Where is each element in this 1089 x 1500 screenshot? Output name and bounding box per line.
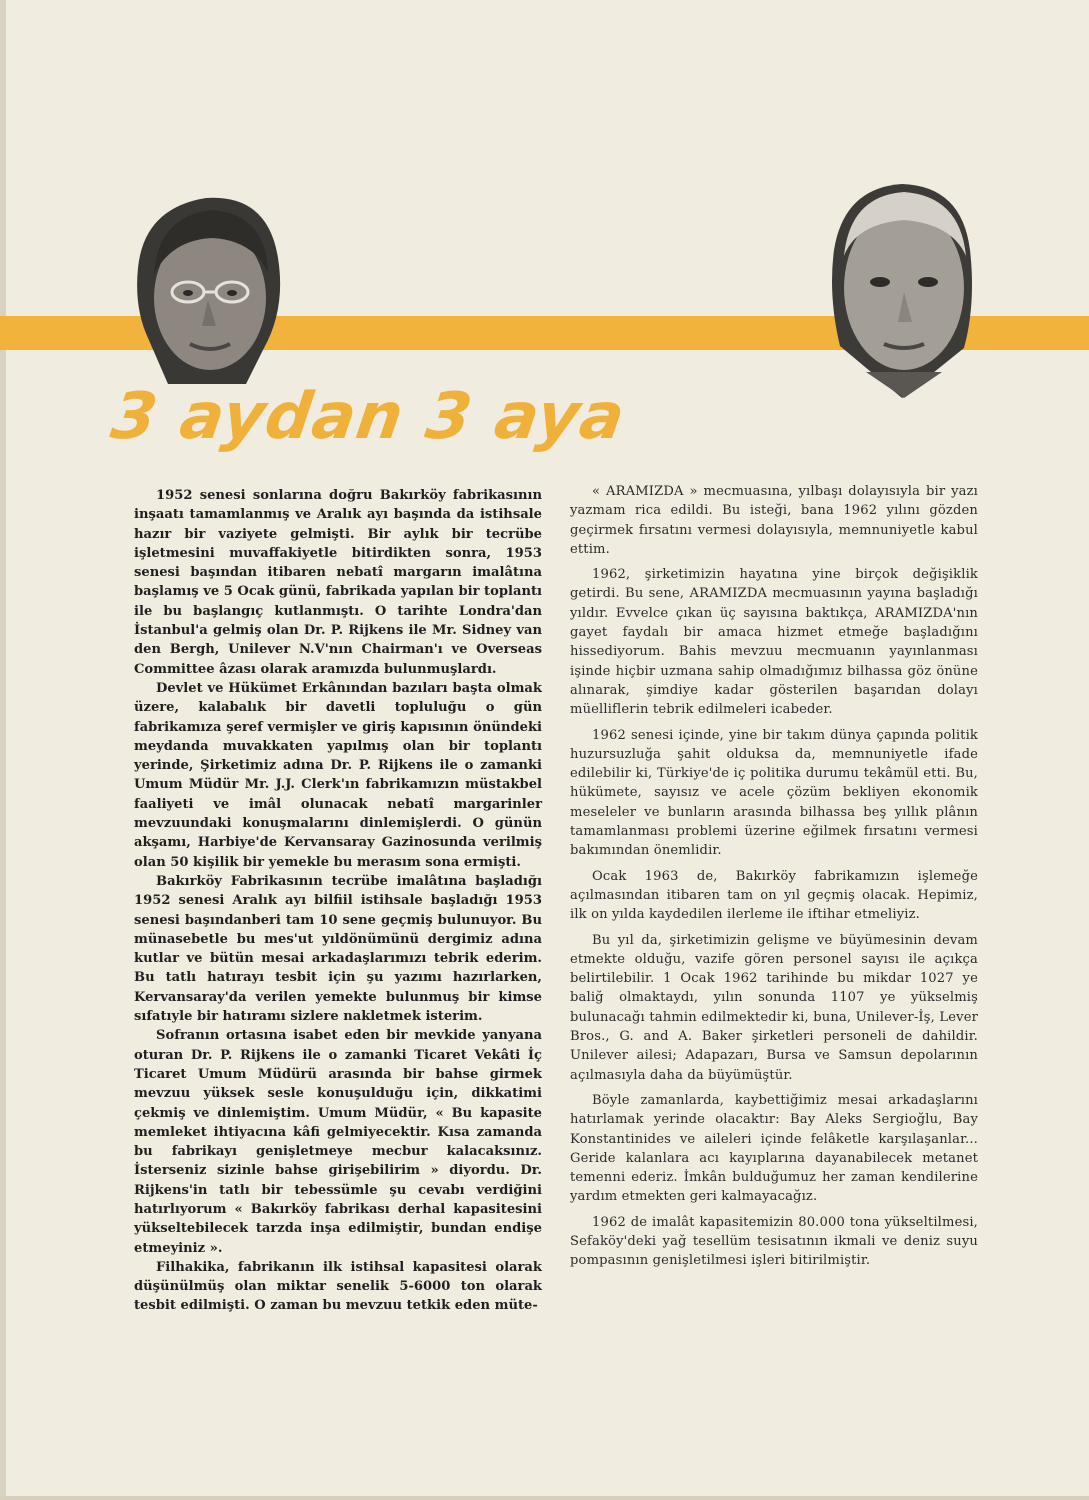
paragraph: Sofranın ortasına isabet eden bir mevkide yanyana oturan Dr. P. Rijkens ile o zamanki Ticaret Vekâti İç Ticaret Umum Müdürü arasında bir bahse girmek mevzuu yüksek sesle konuşulduğu için, dikkatimi çekmiş ve dinlemiştim. Umum Müdür, « Bu kapasite memleket ihtiyacına kâfi gelmiyecektir. Kısa zamanda bu fabrikayı genişletmeye mecbur kalacaksınız. İsterseniz sizinle bahse girişebilirim » diyordu. Dr. Rijkens'in tatlı bir tebessümle şu cevabı verdiğini hatırlıyorum « Bakırköy fabrikası derhal kapasitesini yükseltebilecek tarzda inşa edilmiştir, bundan endişe etmeyiniz ». [134, 1028, 542, 1256]
paragraph: Böyle zamanlarda, kaybettiğimiz mesai arkadaşlarını hatırlamak yerinde olacaktır: Bay Aleks Sergioğlu, Bay Konstantinides ve aileleri içinde felâketle karşılaşanlar... Geride kalanlara acı kayıplarına dayanabilecek metanet temenni ederiz. İmkân bulduğumuz her zaman kendilerine yardım etmekten geri kalmayacağız. [570, 1092, 978, 1205]
left-column [134, 486, 542, 1316]
paragraph: Devlet ve Hükümet Erkânından bazıları başta olmak üzere, kalabalık bir davetli topluluğu o gün fabrikamıza şeref vermişler ve giriş kapısının önündeki meydanda muvakkaten yapılmış olan bir toplantı yerinde, Şirketimiz adına Dr. P. Rijkens ile o zamanki Umum Müdür Mr. J.J. Clerk'ın fabrikamızın müstakbel faaliyeti ve imâl olunacak nebatî margarinler mevzuundaki konuşmalarını dinlemişlerdi. O günün akşamı, Harbiye'de Kervansaray Gazinosunda verilmiş olan 50 kişilik bir yemekle bu merasım sona ermişti. [134, 680, 542, 870]
paragraph: 1952 senesi sonlarına doğru Bakırköy fabrikasının inşaatı tamamlanmış ve Aralık ayı başında da istihsale hazır bir vaziyete gelmişti. Bir aylık bir tecrübe işletmesini muvaffakiyetle bitirdikten sonra, 1953 senesi başından itibaren nebatî margarın imalâtına başlamış ve 5 Ocak günü, fabrikada yapılan bir toplantı ile bu başlangıç kutlanmıştı. O tarihte Londra'dan İstanbul'a gelmiş olan Dr. P. Rijkens ile Mr. Sidney van den Bergh, Unilever N.V'nın Chairman'ı ve Overseas Committee âzası olarak aramızda bulunmuşlardı. [134, 488, 542, 677]
right-column [570, 482, 978, 1277]
paragraph: 1962 de imalât kapasitemizin 80.000 tona yükseltilmesi, Sefaköy'deki yağ tesellüm tesisatının ikmali ve deniz suyu pompasının genişletilmesi işleri bitirilmiştir. [570, 1214, 978, 1269]
paragraph: Ocak 1963 de, Bakırköy fabrikamızın işlemeğe açılmasından itibaren tam on yıl geçmiş olacak. Hepimiz, ilk on yılda kaydedilen ilerleme ile iftihar etmeliyiz. [570, 868, 978, 923]
paragraph: Filhakika, fabrikanın ilk istihsal kapasitesi olarak düşünülmüş olan miktar senelik 5-6000 ton olarak tesbit edilmişti. O zaman bu mevzuu tetkik eden müte- [134, 1259, 542, 1314]
paragraph: Bakırköy Fabrikasının tecrübe imalâtına başladığı 1952 senesi Aralık ayı bilfiil istihsale başladığı 1953 senesi başındanberi tam 10 sene geçmiş bulunuyor. Bu münasebetle bu mes'ut yıldönümünü dergimiz adına kutlar ve bütün mesai arkadaşlarımızı tebrik ederim. Bu tatlı hatırayı tesbit için şu yazımı hazırlarken, Kervansaray'da verilen yemekte bulunmuş bir kimse sıfatıyle bir hatıramı sizlere nakletmek isterim. [134, 873, 542, 1025]
page-title: 3 aydan 3 aya [106, 380, 630, 454]
portrait-right [826, 176, 976, 398]
paragraph: 1962, şirketimizin hayatına yine birçok değişiklik getirdi. Bu sene, ARAMIZDA mecmuasının yayına başladığı yıldır. Evvelce çıkan üç sayısına baktıkça, ARAMIZDA'nın gayet faydalı bir amaca hizmet etmeğe başladığını hissediyorum. Bahis mevzuu mecmuanın yayınlanması işinde hiçbir uzmana sahip olmadığımız bilhassa göz önüne alınarak, şimdiye kadar gösterilen başarıdan dolayı müelliflerin tebrik edilmeleri icabeder. [570, 567, 978, 718]
portrait-left [128, 188, 288, 384]
paragraph: « ARAMIZDA » mecmuasına, yılbaşı dolayısıyla bir yazı yazmam rica edildi. Bu isteği, bana 1962 yılını gözden geçirmek fırsatını vermesi dolayısıyla, memnuniyetle kabul ettim. [570, 484, 978, 557]
paragraph: 1962 senesi içinde, yine bir takım dünya çapında politik huzursuzluğa şahit olduksa da, memnuniyetle ifade edilebilir ki, Türkiye'de iç politika durumu tekâmül etti. Bu, hükümete, sayısız ve acele çözüm bekliyen ekonomik meseleler ve bunların arasında bilhassa beş yıllık plânın tamamlanması problemi üzerine eğilmek fırsatını vermesi bakımından önemlidir. [570, 727, 978, 859]
paragraph: Bu yıl da, şirketimizin gelişme ve büyümesinin devam etmekte olduğu, vazife gören personel sayısı ile açıkça belirtilebilir. 1 Ocak 1962 tarihinde bu mikdar 1027 ye baliğ olmaktaydı, yılın sonunda 1107 ye yükselmiş bulunacağı tahmin edilmektedir ki, buna, Unilever-İş, Lever Bros., G. and A. Baker şirketleri personeli de dahildir. Unilever ailesi; Adapazarı, Bursa ve Samsun depolarının açılmasıyla daha da büyümüştür. [570, 932, 978, 1083]
